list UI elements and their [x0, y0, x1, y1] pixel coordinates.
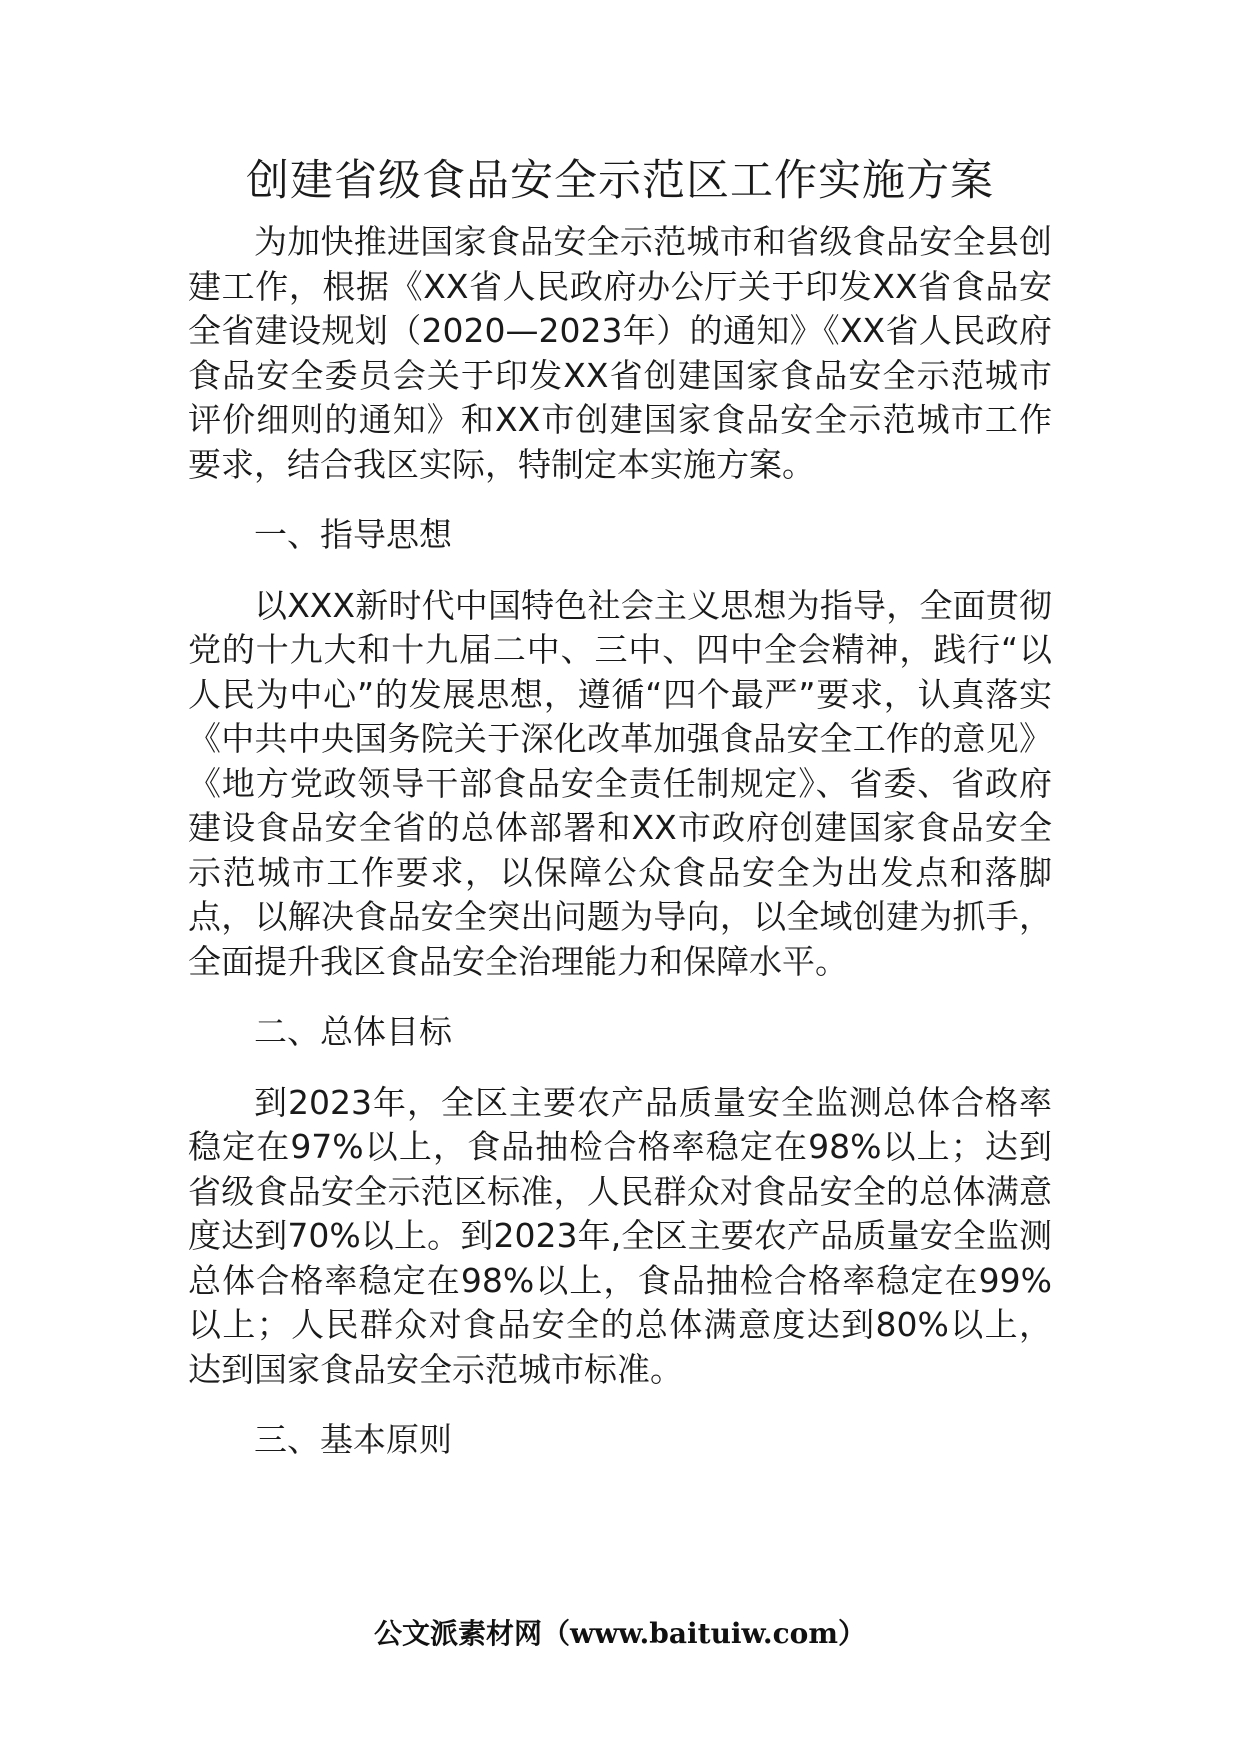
document-title: 创建省级食品安全示范区工作实施方案	[246, 156, 994, 206]
intro-paragraph: 为加快推进国家食品安全示范城市和省级食品安全县创建工作，根据《XX省人民政府办公厅关于印发XX省食品安全省建设规划（2020—2023年）的通知》《XX省人民政府食品安全委员会关于印发XX省创建国家食品安全示范城市评价细则的通知》和XX市创建国家食品安全示范城市工作要求，结合我区实际，特制定本实施方案。	[188, 222, 1052, 484]
section-3-heading: 三、基本原则	[254, 1420, 452, 1459]
document-page	[188, 150, 1052, 1489]
footer-watermark: 公文派素材网（www.baituiw.com）	[374, 1617, 866, 1650]
section-1-body: 以XXX新时代中国特色社会主义思想为指导，全面贯彻党的十九大和十九届二中、三中、四中全会精神，践行“以人民为中心”的发展思想，遵循“四个最严”要求，认真落实《中共中央国务院关于深化改革加强食品安全工作的意见》《地方党政领导干部食品安全责任制规定》、省委、省政府建设食品安全省的总体部署和XX市政府创建国家食品安全示范城市工作要求，以保障公众食品安全为出发点和落脚点，以解决食品安全突出问题为导向，以全域创建为抓手，全面提升我区食品安全治理能力和保障水平。	[188, 585, 1052, 981]
section-2-body: 到2023年，全区主要农产品质量安全监测总体合格率稳定在97%以上，食品抽检合格率稳定在98%以上；达到省级食品安全示范区标准，人民群众对食品安全的总体满意度达到70%以上。到2023年,全区主要农产品质量安全监测总体合格率稳定在98%以上，食品抽检合格率稳定在99%以上；人民群众对食品安全的总体满意度达到80%以上，达到国家食品安全示范城市标准。	[188, 1082, 1052, 1389]
section-1-heading: 一、指导思想	[254, 515, 452, 554]
section-2-heading: 二、总体目标	[254, 1012, 452, 1051]
